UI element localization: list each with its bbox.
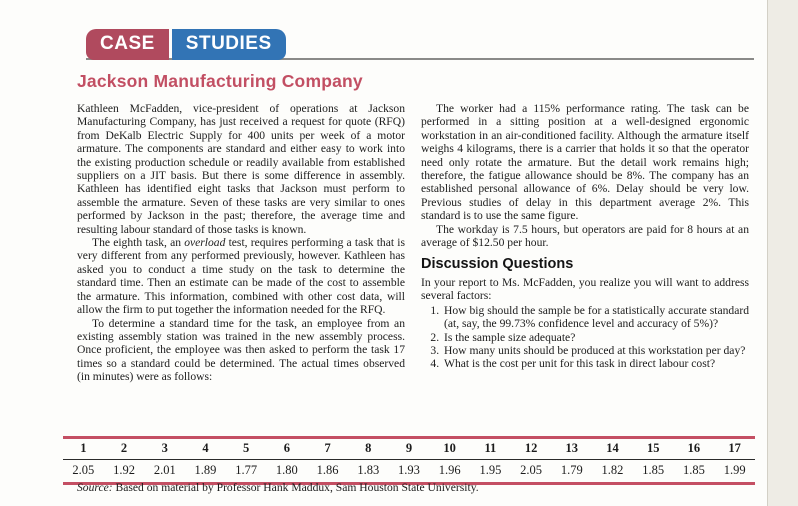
observation-number-row: [63, 438, 755, 460]
obs-value: 2.01: [153, 463, 176, 477]
obs-header: 17: [714, 438, 755, 460]
obs-header: 4: [185, 438, 226, 460]
obs-value: 1.85: [682, 463, 705, 477]
obs-header: 3: [144, 438, 185, 460]
obs-value: 1.79: [560, 463, 583, 477]
obs-value: 1.83: [357, 463, 380, 477]
obs-header: 14: [592, 438, 633, 460]
obs-value: 1.92: [113, 463, 135, 477]
obs-value: 2.05: [72, 463, 95, 477]
source-text: Based on material by Professor Hank Maddux, Sam Houston State University.: [112, 481, 479, 494]
obs-header: 2: [104, 438, 145, 460]
obs-value: 1.89: [194, 463, 217, 477]
obs-value: 1.77: [235, 463, 258, 477]
paragraph-performance: The worker had a 115% performance rating. The task can be performed in a sitting position at a well-designed ergonomic workstation in an air-conditioned facility. Although the armature itself weighs 4 kilograms, there is a carrier that holds it so that the operator need only rotate the armature. But the detail work remains high; therefore, the fatigue allowance should be 8%. The company has an established personal allowance of 6%. Delay should be very low. Previous studies of delay in this department average 2%. This standard is to use the same figure.: [421, 102, 749, 223]
obs-header: 12: [511, 438, 552, 460]
observation-time-row: [63, 460, 755, 484]
paragraph-workday: The workday is 7.5 hours, but operators are paid for 8 hours at an average of $12.50 per hour.: [421, 222, 749, 250]
obs-header: 1: [63, 438, 104, 460]
paragraph-overload: The eighth task, an overload test, requires performing a task that is very different from any performed previously, however. Kathleen has asked you to conduct a time study on the task to determine the standard time. Then an estimate can be made of the cost to assemble the armature. This information, combined with other cost data, will allow the firm to put together the information needed for the RFQ.: [77, 236, 405, 317]
article-body: [77, 102, 749, 384]
case-badge: CASE: [86, 29, 169, 60]
page-scan-edge: [767, 0, 798, 506]
obs-header: 16: [674, 438, 715, 460]
obs-value: 1.85: [642, 463, 665, 477]
paragraph-standard-time: To determine a standard time for the task, an employee from an existing assembly station was trained in the new assembly process. Once proficient, the employee was then asked to perform the task 17 times so a standard could be determined. The actual times observed (in minutes) were as follows:: [77, 316, 405, 384]
obs-header: 5: [226, 438, 267, 460]
studies-badge: STUDIES: [172, 29, 286, 60]
obs-header: 13: [551, 438, 592, 460]
question-1: 1. How big should the sample be for a statistically accurate standard (at, say, the 99.73% confidence level and accuracy of 5%)?: [442, 304, 749, 331]
obs-value: 1.96: [438, 463, 461, 477]
left-column: [77, 102, 405, 384]
obs-header: 11: [470, 438, 511, 460]
page-title: Jackson Manufacturing Company: [77, 71, 363, 91]
right-column: [421, 102, 749, 384]
obs-header: 9: [389, 438, 430, 460]
obs-value: 1.95: [479, 463, 502, 477]
question-3: 3. How many units should be produced at this workstation per day?: [442, 344, 749, 357]
overload-italic: overload: [184, 236, 226, 250]
obs-header: 15: [633, 438, 674, 460]
obs-value: 1.86: [316, 463, 339, 477]
discussion-intro: In your report to Ms. McFadden, you realize you will want to address several factors:: [421, 275, 749, 303]
obs-header: 8: [348, 438, 389, 460]
source-label: Source:: [77, 481, 113, 494]
question-4: 4. What is the cost per unit for this task in direct labour cost?: [442, 357, 749, 370]
obs-value: 1.80: [275, 463, 298, 477]
obs-value: 1.93: [398, 463, 420, 477]
discussion-questions-list: [421, 304, 749, 371]
case-studies-banner: [86, 29, 286, 60]
observed-times-table: [63, 436, 755, 485]
obs-header: 6: [267, 438, 308, 460]
obs-value: 1.99: [723, 463, 746, 477]
obs-header: 7: [307, 438, 348, 460]
question-2: 2. Is the sample size adequate?: [442, 331, 749, 344]
obs-header: 10: [429, 438, 470, 460]
source-note: [77, 481, 479, 494]
discussion-questions-heading: Discussion Questions: [421, 256, 574, 273]
paragraph-intro: Kathleen McFadden, vice-president of operations at Jackson Manufacturing Company, has just received a request for quote (RFQ) from DeKalb Electric Supply for 400 units per week of a motor armature. The components are standard and either easy to work into the existing production schedule or readily available from established suppliers on a JIT basis. But there is some difference in assembly. Kathleen has identified eight tasks that Jackson must perform to assemble the armature. Seven of these tasks are very similar to ones performed by Jackson in the past; therefore, the average time and resulting labour standard of those tasks is known.: [77, 102, 405, 236]
obs-value: 2.05: [520, 463, 543, 477]
obs-value: 1.82: [601, 463, 624, 477]
